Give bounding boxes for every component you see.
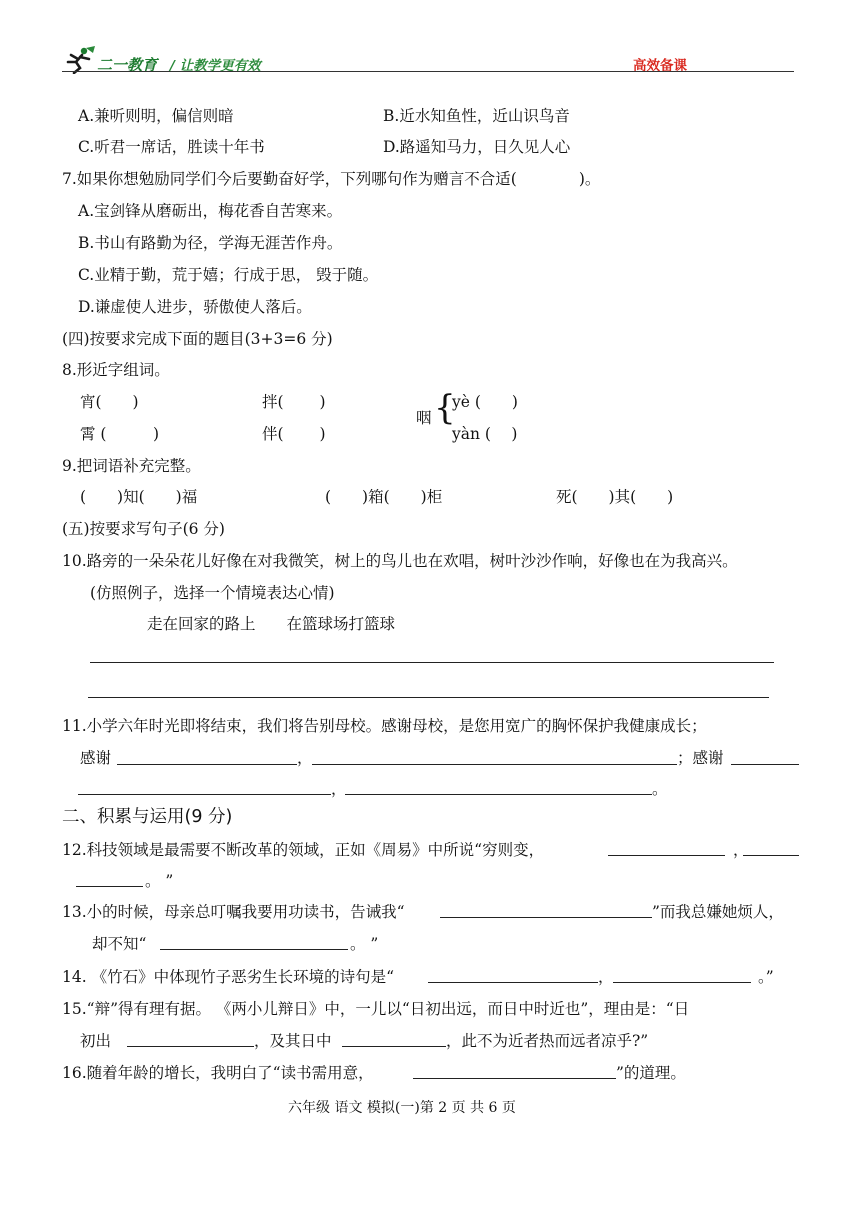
q13-blank-2[interactable] bbox=[160, 949, 348, 950]
q8-item-ban: 拌( ) bbox=[262, 393, 326, 411]
q9-item-1: ( )知( )福 bbox=[80, 488, 198, 506]
q7-option-a: A.宝剑锋从磨砺出，梅花香自苦寒来。 bbox=[78, 202, 343, 220]
q12-end: 。 ” bbox=[145, 872, 174, 890]
q11-blank-5[interactable] bbox=[345, 794, 652, 795]
section4-title: (四)按要求完成下面的题目(3+3=6 分) bbox=[62, 330, 333, 348]
q8-item-xiao: 宵( ) bbox=[80, 393, 139, 411]
q11-stem: 11.小学六年时光即将结束，我们将告别母校。感谢母校，是您用宽广的胸怀保护我健康成长； bbox=[62, 717, 707, 735]
q12-comma: ， bbox=[733, 841, 749, 859]
q11-comma-1: ， bbox=[297, 749, 313, 767]
q15-line2a: 初出 bbox=[80, 1032, 112, 1050]
q13-mid: ”而我总嫌她烦人， bbox=[652, 903, 784, 921]
q8-reading-yan: yàn ( ) bbox=[452, 425, 518, 443]
q15-line2c: ，此不为近者热而远者凉乎?” bbox=[446, 1032, 649, 1050]
q14-end: 。” bbox=[758, 968, 774, 986]
q8-stem: 8.形近字组词。 bbox=[62, 361, 170, 379]
q13-stem: 13.小的时候，母亲总叮嘱我要用功读书，告诫我“ bbox=[62, 903, 405, 921]
q10-answer-line-1[interactable] bbox=[90, 662, 774, 663]
q12-stem: 12.科技领域是最需要不断改革的领域，正如《周易》中所说“穷则变， bbox=[62, 841, 545, 859]
q9-item-2: ( )箱( )柜 bbox=[325, 488, 443, 506]
q16-stem: 16.随着年龄的增长，我明白了“读书需用意， bbox=[62, 1064, 374, 1082]
q15-stem: 15.“辩”得有理有据。 《两小儿辩日》中，一儿以“日初出远，而日中时近也”，理由是：“日 bbox=[62, 1000, 690, 1018]
q11-blank-1[interactable] bbox=[117, 764, 297, 765]
q8-yan-char: 咽 bbox=[416, 409, 432, 427]
q11-blank-3[interactable] bbox=[731, 764, 799, 765]
q12-blank-3[interactable] bbox=[76, 886, 143, 887]
q14-blank-2[interactable] bbox=[613, 982, 751, 983]
q7-option-b: B.书山有路勤为径，学海无涯苦作舟。 bbox=[78, 234, 343, 252]
q13-blank-1[interactable] bbox=[440, 917, 652, 918]
q11-end: 。 bbox=[652, 780, 668, 798]
q7-stem: 7.如果你想勉励同学们今后要勤奋好学，下列哪句作为赠言不合适( )。 bbox=[62, 170, 601, 188]
q14-stem: 14. 《竹石》中体现竹子恶劣生长环境的诗句是“ bbox=[62, 968, 395, 986]
q7-option-c: C.业精于勤，荒于嬉；行成于思， 毁于随。 bbox=[78, 266, 379, 284]
q10-stem: 10.路旁的一朵朵花儿好像在对我微笑，树上的鸟儿也在欢唱，树叶沙沙作响，好像也在为我高兴。 bbox=[62, 552, 738, 570]
q6-option-b: B.近水知鱼性，近山识鸟音 bbox=[383, 107, 570, 125]
q13-end: 。 ” bbox=[350, 935, 379, 953]
logo-text: 二一教育 bbox=[97, 56, 158, 74]
q16-end: ”的道理。 bbox=[616, 1064, 686, 1082]
q10-answer-line-2[interactable] bbox=[88, 697, 769, 698]
q6-option-c: C.听君一席话，胜读十年书 bbox=[78, 138, 265, 156]
q10-scenarios: 走在回家的路上 在篮球场打篮球 bbox=[147, 615, 396, 633]
q11-comma-2: ， bbox=[331, 780, 347, 798]
q11-blank-4[interactable] bbox=[78, 794, 331, 795]
q8-item-ban2: 伴( ) bbox=[262, 425, 326, 443]
q15-line2b: ，及其日中 bbox=[254, 1032, 332, 1050]
q9-item-3: 死( )其( ) bbox=[556, 488, 674, 506]
q12-blank-1[interactable] bbox=[608, 855, 725, 856]
q14-blank-1[interactable] bbox=[428, 982, 598, 983]
section2-title: 二、积累与运用(9 分) bbox=[62, 807, 233, 827]
q14-comma: ， bbox=[598, 968, 614, 986]
page-footer: 六年级 语文 模拟(一)第 2 页 共 6 页 bbox=[288, 1100, 516, 1116]
q12-blank-2[interactable] bbox=[743, 855, 799, 856]
q11-thank-2: ；感谢 bbox=[677, 749, 724, 767]
q6-option-a: A.兼听则明，偏信则暗 bbox=[78, 107, 234, 125]
q8-item-xiao2: 霄 ( ) bbox=[80, 425, 160, 443]
q10-hint: (仿照例子，选择一个情境表达心情) bbox=[90, 584, 335, 602]
q11-blank-2[interactable] bbox=[312, 764, 677, 765]
q15-blank-2[interactable] bbox=[342, 1046, 446, 1047]
q13-line2: 却不知“ bbox=[92, 935, 147, 953]
section5-title: (五)按要求写句子(6 分) bbox=[62, 520, 225, 538]
q16-blank[interactable] bbox=[413, 1078, 616, 1079]
q6-option-d: D.路遥知马力，日久见人心 bbox=[383, 138, 571, 156]
q7-option-d: D.谦虚使人进步，骄傲使人落后。 bbox=[78, 298, 312, 316]
header-rule bbox=[62, 71, 794, 72]
q11-thank-1: 感谢 bbox=[80, 749, 112, 767]
q8-brace: { bbox=[434, 388, 456, 428]
header-slogan: / 让教学更有效 bbox=[170, 58, 261, 74]
header-brand: 高效备课 bbox=[633, 58, 687, 74]
q9-stem: 9.把词语补充完整。 bbox=[62, 457, 201, 475]
q8-reading-ye: yè ( ) bbox=[452, 393, 518, 411]
logo-runner-icon bbox=[62, 46, 96, 74]
q15-blank-1[interactable] bbox=[127, 1046, 254, 1047]
